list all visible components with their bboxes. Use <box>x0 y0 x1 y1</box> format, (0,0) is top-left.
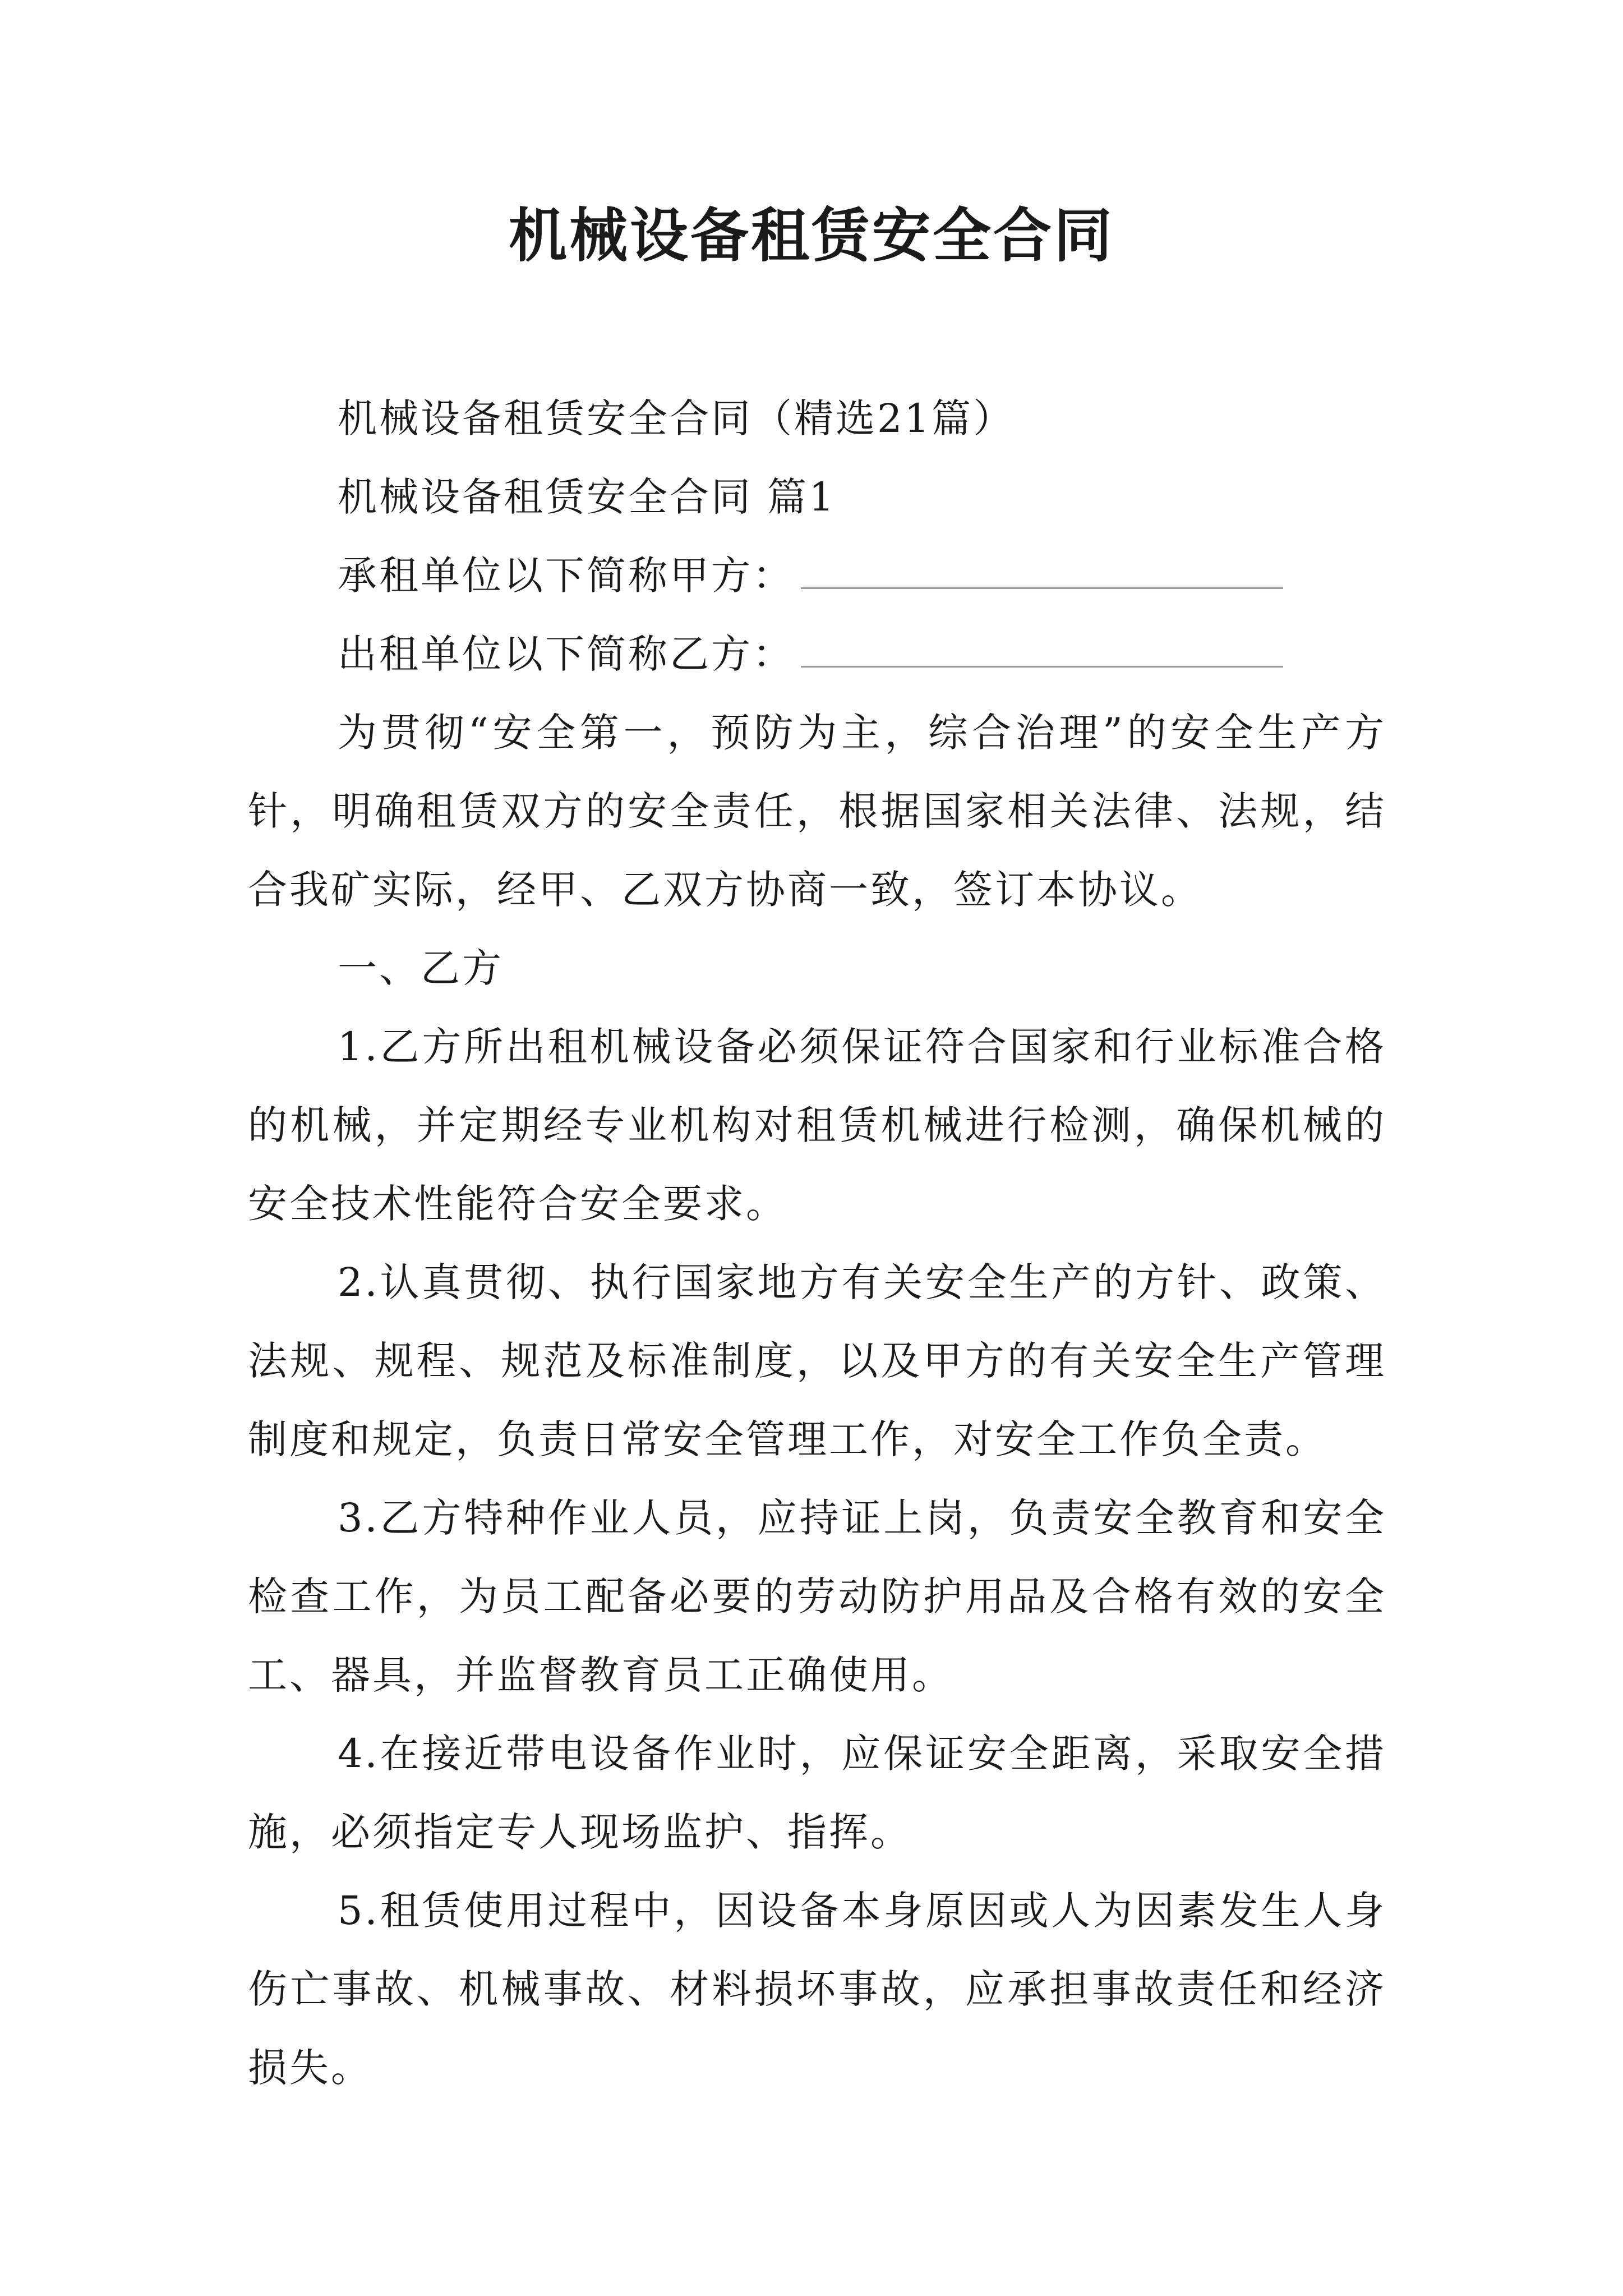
document-subtitle: 机械设备租赁安全合同（精选21篇） <box>338 395 1015 441</box>
party-a-line <box>248 536 1386 615</box>
document-title: 机械设备租赁安全合同 <box>508 201 1114 270</box>
party-b-line <box>248 615 1386 693</box>
clause-1: 1.乙方所出租机械设备必须保证符合国家和行业标准合格的机械，并定期经专业机构对租赁机械进行检测，确保机械的安全技术性能符合安全要求。 <box>248 1024 1386 1227</box>
party-b-label: 出租单位以下简称乙方： <box>338 631 794 677</box>
clause-5: 5.租赁使用过程中，因设备本身原因或人为因素发生人身伤亡事故、机械事故、材料损坏事故，应承担事故责任和经济损失。 <box>248 1888 1386 2091</box>
part-one-heading: 一、乙方 <box>338 945 504 991</box>
clause-2: 2.认真贯彻、执行国家地方有关安全生产的方针、政策、法规、规程、规范及标准制度，以及甲方的有关安全生产管理制度和规定，负责日常安全管理工作，对安全工作负全责。 <box>248 1259 1386 1462</box>
section-heading: 机械设备租赁安全合同 篇1 <box>338 474 836 520</box>
party-a-blank-field <box>801 551 1283 589</box>
clause-4: 4.在接近带电设备作业时，应保证安全距离，采取安全措施，必须指定专人现场监护、指挥。 <box>248 1731 1386 1855</box>
intro-paragraph: 为贯彻“安全第一，预防为主，综合治理”的安全生产方针，明确租赁双方的安全责任，根据国家相关法律、法规，结合我矿实际，经甲、乙双方协商一致，签订本协议。 <box>248 710 1386 913</box>
party-a-label: 承租单位以下简称甲方： <box>338 553 794 599</box>
party-b-blank-field <box>801 630 1283 668</box>
document-body <box>248 379 1386 2107</box>
clause-3: 3.乙方特种作业人员，应持证上岗，负责安全教育和安全检查工作，为员工配备必要的劳动防护用品及合格有效的安全工、器具，并监督教育员工正确使用。 <box>248 1495 1386 1698</box>
